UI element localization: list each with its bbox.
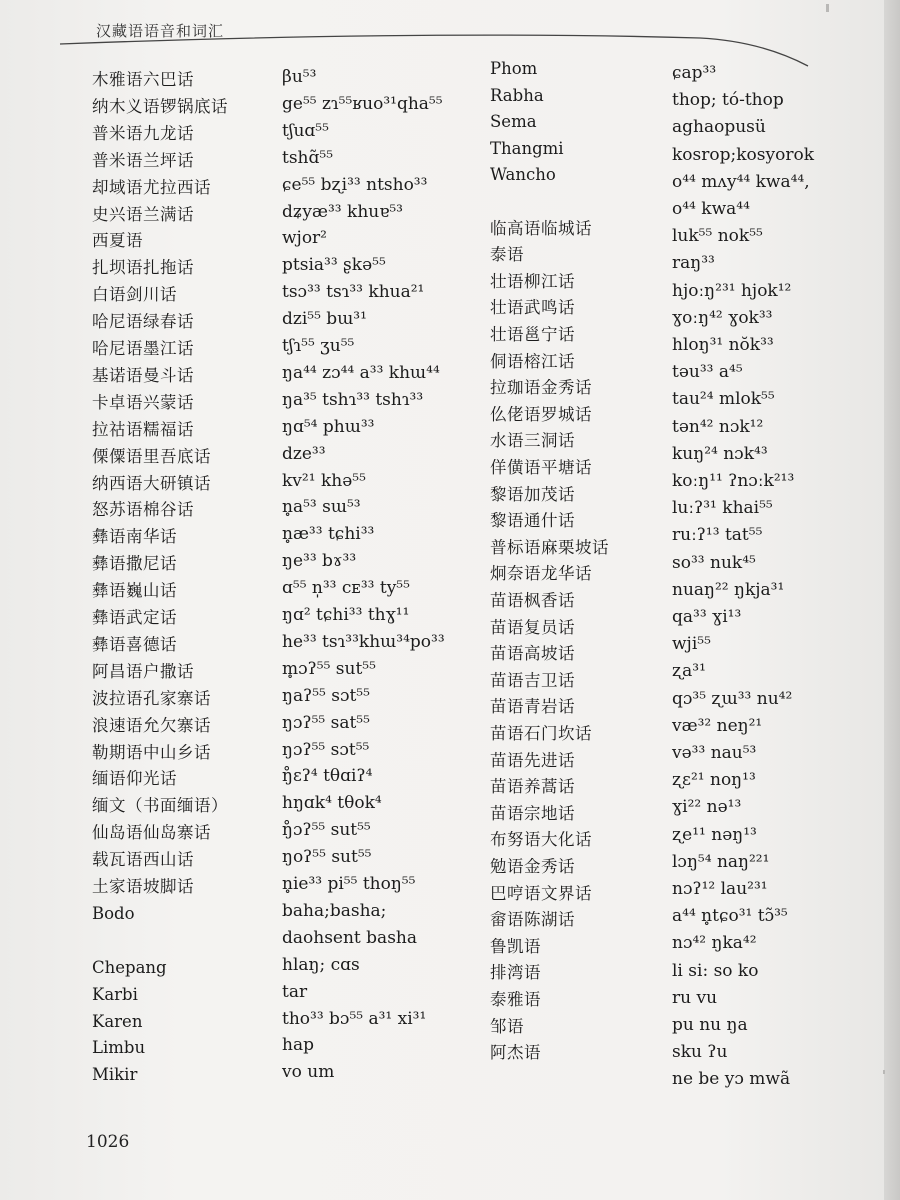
language-name: 阿昌语户撒话 [92, 662, 194, 681]
language-name: 波拉语孔家寨话 [92, 689, 211, 708]
language-name: 黎语通什话 [490, 511, 575, 530]
word-form: ŋ̊ɔʔ⁵⁵ sut⁵⁵ [282, 820, 371, 840]
word-form: he³³ tsɿ³³khɯ³⁴po³³ [282, 632, 445, 652]
word-form: nɔ⁴² ŋka⁴² [672, 933, 757, 953]
language-name: 黎语加茂话 [490, 485, 575, 504]
language-name: 哈尼语墨江话 [92, 339, 194, 358]
word-form: a⁴⁴ n̥tɕo³¹ tɔ̃³⁵ [672, 906, 788, 926]
running-header: 汉藏语语音和词汇 [96, 22, 225, 40]
language-name: 苗语复员话 [490, 618, 575, 637]
language-name: Phom [490, 59, 538, 78]
scan-speck [883, 1070, 885, 1074]
word-form: tau²⁴ mlok⁵⁵ [672, 389, 775, 409]
word-form: vo um [282, 1062, 335, 1082]
word-form: ʐa³¹ [672, 661, 706, 681]
word-form: thop; tó-thop [672, 90, 784, 110]
word-form: ruːʔ¹³ tat⁵⁵ [672, 525, 763, 545]
language-name: 仫佬语罗城话 [490, 405, 592, 424]
word-form: n̥a⁵³ sɯ⁵³ [282, 497, 361, 517]
word-form: ŋe³³ bɤ³³ [282, 551, 357, 571]
language-name: 鲁凯语 [490, 937, 541, 956]
word-form: ɑ⁵⁵ n̩³³ cᴇ³³ ty⁵⁵ [282, 578, 410, 598]
word-form: o⁴⁴ kwa⁴⁴ [672, 199, 750, 219]
language-name: 泰语 [490, 245, 524, 264]
word-form: βu⁵³ [282, 67, 317, 87]
language-name: 水语三洞话 [490, 431, 575, 450]
language-name: Thangmi [490, 139, 564, 158]
language-name: 哈尼语绿春话 [92, 312, 194, 331]
word-form: ɣi²² nə¹³ [672, 797, 742, 817]
word-form: baha;basha; [282, 901, 387, 921]
word-form: dze³³ [282, 444, 326, 464]
language-name: 临高语临城话 [490, 219, 592, 238]
language-name: 彝语武定话 [92, 608, 177, 627]
word-form: tsɔ³³ tsɿ³³ khua²¹ [282, 282, 425, 302]
language-name: 巴哼语文界话 [490, 884, 592, 903]
language-name: 苗语养蒿话 [490, 777, 575, 796]
word-form: tən⁴² nɔk¹² [672, 417, 764, 437]
language-name: 卡卓语兴蒙话 [92, 393, 194, 412]
language-name: 苗语枫香话 [490, 591, 575, 610]
word-form: luːʔ³¹ khai⁵⁵ [672, 498, 773, 518]
word-form: lɔŋ⁵⁴ naŋ²²¹ [672, 852, 770, 872]
language-name: 缅文（书面缅语） [92, 796, 228, 815]
language-name: 却域语尤拉西话 [92, 178, 211, 197]
word-form: ŋoʔ⁵⁵ sut⁵⁵ [282, 847, 372, 867]
word-form: dzi⁵⁵ bɯ³¹ [282, 309, 367, 329]
language-name: 彝语南华话 [92, 527, 177, 546]
word-form: li si: so ko [672, 961, 759, 981]
word-form: qa³³ ɣi¹³ [672, 607, 742, 627]
language-name: 炯奈语龙华话 [490, 564, 592, 583]
word-form: wji⁵⁵ [672, 634, 711, 654]
word-form: tshɑ̃⁵⁵ [282, 148, 334, 168]
language-name: 苗语先进话 [490, 751, 575, 770]
language-name: 纳木义语锣锅底话 [92, 97, 228, 116]
language-name: 苗语吉卫话 [490, 671, 575, 690]
word-form: væ³² neŋ²¹ [672, 716, 763, 736]
language-name: 畲语陈湖话 [490, 910, 575, 929]
word-form: ŋa³⁵ tshɿ³³ tshɿ³³ [282, 390, 424, 410]
language-name: 仙岛语仙岛寨话 [92, 823, 211, 842]
word-form: hjoːŋ²³¹ hjok¹² [672, 281, 792, 301]
word-form: dʑyæ³³ khuɐ⁵³ [282, 202, 403, 222]
word-form: hap [282, 1035, 314, 1055]
language-name: 勉语金秀话 [490, 857, 575, 876]
word-form: ŋaʔ⁵⁵ sɔt⁵⁵ [282, 686, 370, 706]
language-name: 阿杰语 [490, 1043, 541, 1062]
language-name: 史兴语兰满话 [92, 205, 194, 224]
language-name: 苗语高坡话 [490, 644, 575, 663]
language-name: 勒期语中山乡话 [92, 743, 211, 762]
language-name: 彝语撒尼话 [92, 554, 177, 573]
language-name: 布努语大化话 [490, 830, 592, 849]
word-form: ptsia³³ ʂkə⁵⁵ [282, 255, 386, 275]
page-number: 1026 [86, 1132, 130, 1152]
word-form: ŋa⁴⁴ zɔ⁴⁴ a³³ khɯ⁴⁴ [282, 363, 440, 383]
language-name: Sema [490, 112, 537, 131]
word-form: ge⁵⁵ zɿ⁵⁵ʁuo³¹qha⁵⁵ [282, 94, 443, 114]
word-form: ne be yɔ mwã [672, 1069, 791, 1089]
language-name: 傈僳语里吾底话 [92, 447, 211, 466]
word-form: tʃuɑ⁵⁵ [282, 121, 329, 141]
word-form: ŋɑ² tɕhi³³ thɣ¹¹ [282, 605, 410, 625]
word-form: ɕap³³ [672, 63, 717, 83]
word-form: nuaŋ²² ŋkja³¹ [672, 580, 785, 600]
language-name: 苗语青岩话 [490, 697, 575, 716]
word-form: kv²¹ khə⁵⁵ [282, 471, 366, 491]
language-name: Karbi [92, 985, 138, 1004]
language-name: 普标语麻栗坡话 [490, 538, 609, 557]
language-name: 扎坝语扎拖话 [92, 258, 194, 277]
language-name: 拉珈语金秀话 [490, 378, 592, 397]
language-name: 壮语武鸣话 [490, 298, 575, 317]
word-form: sku ʔu [672, 1042, 728, 1062]
language-name: Bodo [92, 904, 135, 923]
language-name: 排湾语 [490, 963, 541, 982]
word-form: n̥æ³³ tɕhi³³ [282, 524, 375, 544]
word-form: daohsent basha [282, 928, 417, 948]
language-name: 苗语石门坎话 [490, 724, 592, 743]
word-form: ʐe¹¹ nəŋ¹³ [672, 825, 757, 845]
word-form: hŋɑk⁴ tθok⁴ [282, 793, 382, 813]
word-form: so³³ nuk⁴⁵ [672, 553, 756, 573]
language-name: Wancho [490, 165, 556, 184]
language-name: 缅语仰光话 [92, 769, 177, 788]
word-form: tar [282, 982, 308, 1002]
language-name: 佯僙语平塘话 [490, 458, 592, 477]
language-name: 侗语榕江话 [490, 352, 575, 371]
word-form: ɣoːŋ⁴² ɣok³³ [672, 308, 773, 328]
language-name: 西夏语 [92, 231, 143, 250]
word-form: tho³³ bɔ⁵⁵ a³¹ xi³¹ [282, 1009, 427, 1029]
word-form: wjor² [282, 228, 327, 248]
language-name: 白语剑川话 [92, 285, 177, 304]
word-form: hlaŋ; cɑs [282, 955, 360, 975]
word-form: raŋ³³ [672, 253, 715, 273]
language-name: Rabha [490, 86, 544, 105]
word-form: nɔʔ¹² lau²³¹ [672, 879, 768, 899]
language-name: 木雅语六巴话 [92, 70, 194, 89]
language-name: 拉祜语糯福话 [92, 420, 194, 439]
word-form: ŋɔʔ⁵⁵ sɔt⁵⁵ [282, 740, 370, 760]
language-name: 苗语宗地话 [490, 804, 575, 823]
word-form: ʐɛ²¹ noŋ¹³ [672, 770, 756, 790]
word-form: qɔ³⁵ ʐɯ³³ nu⁴² [672, 689, 793, 709]
language-name: 普米语兰坪话 [92, 151, 194, 170]
word-form: tʃɿ⁵⁵ ʒu⁵⁵ [282, 336, 355, 356]
word-form: hloŋ³¹ nŏk³³ [672, 335, 774, 355]
word-form: luk⁵⁵ nok⁵⁵ [672, 226, 763, 246]
scan-speck [826, 4, 829, 12]
language-name: Chepang [92, 958, 167, 977]
language-name: 壮语柳江话 [490, 272, 575, 291]
language-name: 载瓦语西山话 [92, 850, 194, 869]
word-form: pu nu ŋa [672, 1015, 748, 1035]
word-form: koːŋ¹¹ ʔnɔːk²¹³ [672, 471, 795, 491]
language-name: 纳西语大研镇话 [92, 474, 211, 493]
language-name: 浪速语允欠寨话 [92, 716, 211, 735]
language-name: 土家语坡脚话 [92, 877, 194, 896]
word-form: m̥ɔʔ⁵⁵ sut⁵⁵ [282, 659, 376, 679]
word-form: ŋɔʔ⁵⁵ sat⁵⁵ [282, 713, 370, 733]
word-form: n̥ie³³ pi⁵⁵ thoŋ⁵⁵ [282, 874, 416, 894]
word-form: o⁴⁴ mʌy⁴⁴ kwa⁴⁴, [672, 172, 810, 192]
word-form: aghaopusü [672, 117, 766, 137]
language-name: Limbu [92, 1038, 146, 1057]
language-name: 泰雅语 [490, 990, 541, 1009]
word-form: ŋ̊ɛʔ⁴ tθɑiʔ⁴ [282, 766, 373, 786]
language-name: 邹语 [490, 1017, 524, 1036]
language-name: 怒苏语棉谷话 [92, 500, 194, 519]
word-form: ɕe⁵⁵ bʐi³³ ntsho³³ [282, 175, 428, 195]
language-name: 彝语巍山话 [92, 581, 177, 600]
language-name: Mikir [92, 1065, 138, 1084]
binding-edge [884, 0, 900, 1200]
language-name: 壮语邕宁话 [490, 325, 575, 344]
word-form: kuŋ²⁴ nɔk⁴³ [672, 444, 768, 464]
word-form: ru vu [672, 988, 718, 1008]
word-form: kosrop;kosyorok [672, 145, 814, 165]
word-form: ŋɑ⁵⁴ phɯ³³ [282, 417, 375, 437]
word-form: və³³ nau⁵³ [672, 743, 757, 763]
word-form: təu³³ a⁴⁵ [672, 362, 743, 382]
language-name: Karen [92, 1012, 143, 1031]
language-name: 彝语喜德话 [92, 635, 177, 654]
language-name: 普米语九龙话 [92, 124, 194, 143]
language-name: 基诺语曼斗话 [92, 366, 194, 385]
